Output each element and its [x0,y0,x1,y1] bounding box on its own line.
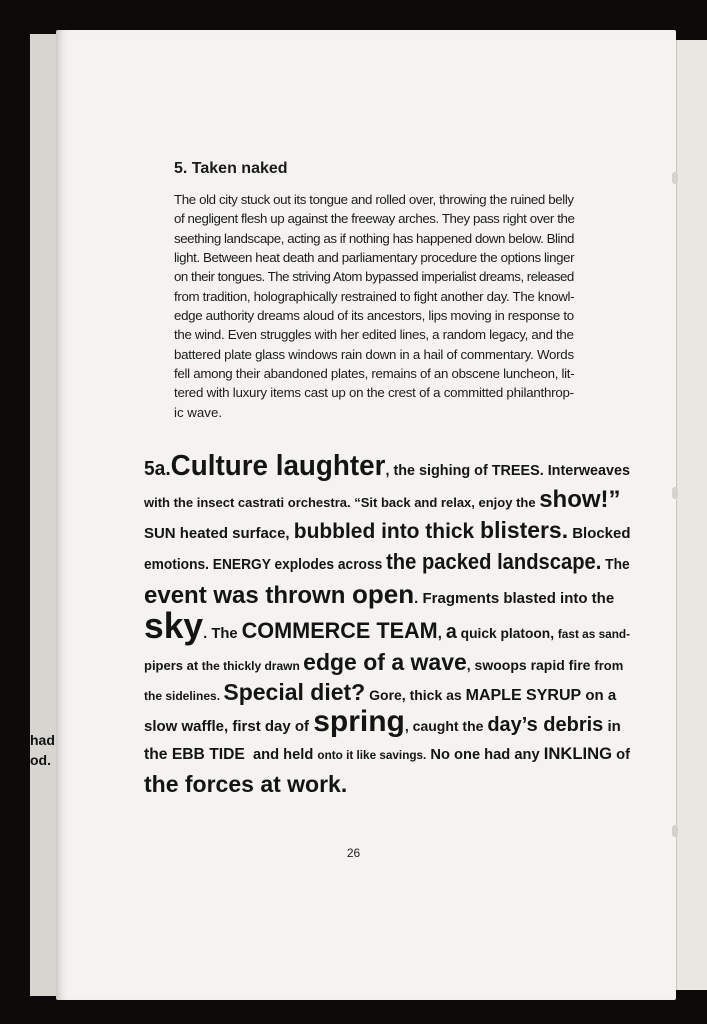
poem-run: . The [203,625,242,642]
poem-run: onto it like savings. [317,748,427,762]
poem-line [144,766,347,806]
poem-run: spring [313,705,405,738]
body-line: ic wave. [174,404,223,420]
body-line: on their tongues. The striving Atom bypassed imperialist dreams, released [174,269,574,285]
body-line: The old city stuck out its tongue and rolled over, throwing the ruined belly [174,192,574,207]
poem-run: , [437,625,446,642]
poem-run: the packed landscape. [386,549,602,574]
poem-run: the sidelines. [144,689,224,703]
poem-run: quick platoon, [456,625,558,641]
poem-run: bubbled into thick [293,520,481,543]
poem-run: open [352,579,415,609]
body-line: battered plate glass windows rain down in a hail of commentary. Words [174,346,574,362]
poem-run: Blocked [568,525,631,542]
poem-run: , the sighing of TREES. Interweaves [385,462,631,479]
poem-run: blisters. [480,517,569,543]
poem-run: on a [581,687,617,704]
poem-run: the thickly drawn [201,659,304,673]
poem-run: COMMERCE TEAM [241,618,438,643]
body-line: the wind. Even struggles with her edited lines, a random legacy, and the [174,327,574,343]
poem-run: emotions. ENERGY explodes across [144,556,387,573]
poem-run: Special diet? [223,679,366,705]
body-line: light. Between heat death and parliamentary procedure the options linger [174,250,575,266]
poem-run: event was thrown [144,582,353,609]
poem-run: the forces at work. [144,771,348,797]
poem-run: Gore, thick as [365,687,466,703]
body-line: seething landscape, acting as if nothing has happened down below. Blind [174,230,574,246]
poem-run: a [445,621,457,643]
poem-run: fast as sand- [557,627,631,641]
poem-run: show!” [539,486,621,513]
poem-run: in [603,718,621,735]
page-number: 26 [346,846,361,860]
poem-run: of [612,746,630,763]
poem-run: pipers at [144,658,202,673]
poem-run: 5a. [144,458,171,480]
poem-run: , swoops rapid fire [466,657,595,673]
binding-stitch [672,825,678,837]
body-line: edge authority dreams aloud of its ancestors, lips moving in response to [174,308,574,324]
poem-run: INKLING [543,744,613,763]
poem-run: SUN heated surface, [144,525,294,542]
previous-page-fragment: had [30,732,55,748]
poem-run: No one had any [426,746,544,763]
body-line: of negligent flesh up against the freeway arches. They pass right over the [174,211,575,227]
poem-run: day’s debris [487,714,604,736]
poem-run: sky [144,605,204,646]
body-line: from tradition, holographically restrained to fight another day. The knowl- [174,288,575,304]
previous-page-fragment: od. [30,752,51,768]
body-line: tered with luxury items cast up on the crest of a committed philanthrop- [174,385,574,401]
poem-run: edge of a wave [303,649,467,675]
poem-run: the EBB TIDE [144,746,245,763]
poem-run: Culture laughter [170,450,386,482]
poem-run: and held [244,746,318,763]
body-paragraph [174,190,574,422]
poem-run: . Fragments blasted into the [414,590,615,607]
poem-run: MAPLE SYRUP [465,687,582,704]
body-line: fell among their abandoned plates, remains of an obscene luncheon, lit- [174,366,575,382]
poem-run: with the insect castrati orchestra. “Sit back and relax, enjoy the [144,495,540,510]
binding-stitch [672,172,678,184]
poem-run: slow waffle, first day of [144,718,314,735]
poem-run: , caught the [404,718,488,734]
section-heading: 5. Taken naked [174,160,288,177]
poem-run: from [594,658,624,673]
poem-run: The [601,556,630,573]
binding-stitch [672,487,678,499]
